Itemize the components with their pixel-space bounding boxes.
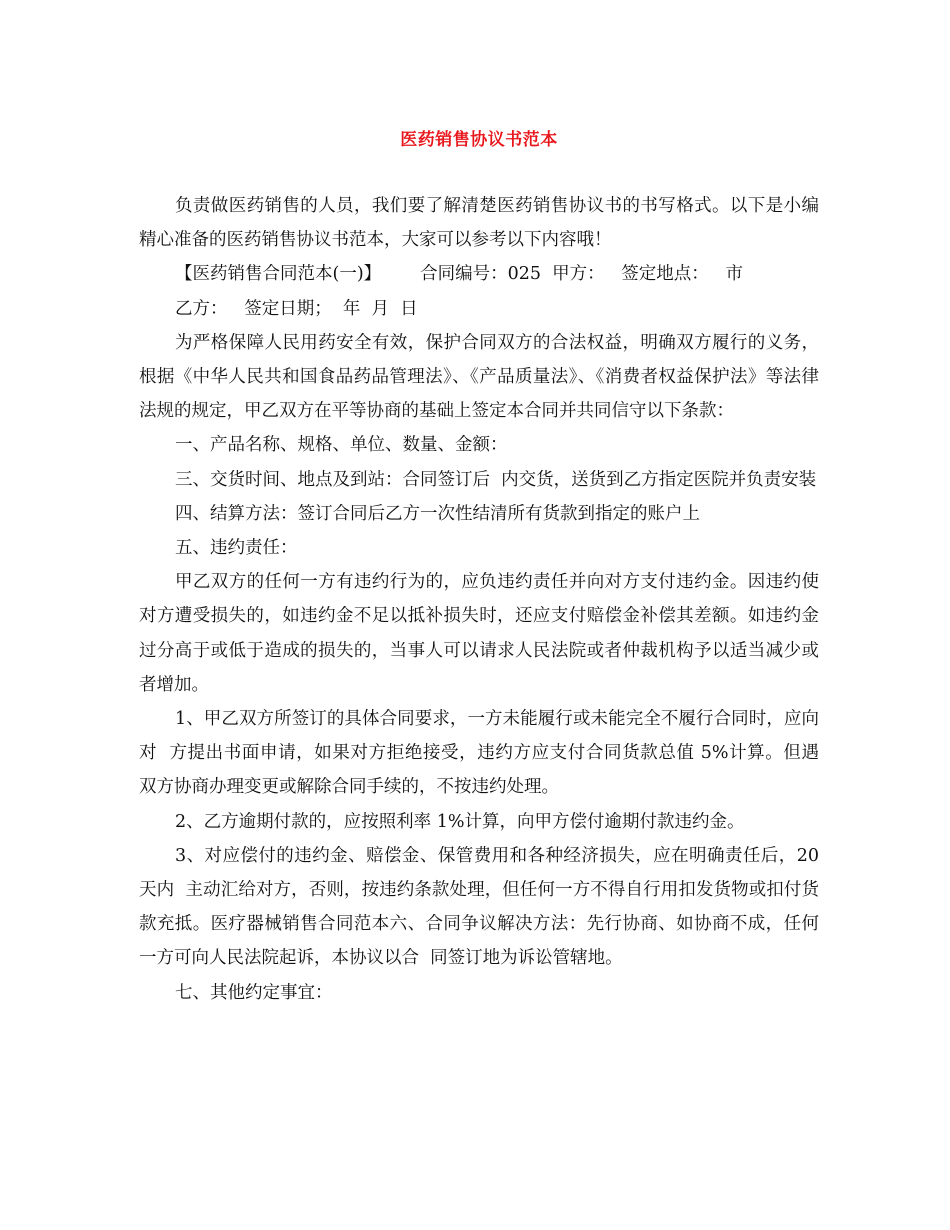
paragraph-item-2: 2、乙方逾期付款的，应按照利率 1%计算，向甲方偿付逾期付款违约金。 xyxy=(175,811,745,832)
paragraph-party-b: 乙方： 签定日期； 年 月 日 xyxy=(175,298,418,319)
paragraph-clause-7: 七、其他约定事宜： xyxy=(175,982,333,1003)
paragraph-item-1: 1、甲乙双方所签订的具体合同要求，一方未能履行或未能完全不履行合同时，应向对 方提出书面申请，如果对方拒绝接受，违约方应支付合同货款总值 5%计算。但遇 双方协商办理变更或解除合同手续的，不按违约处理。 xyxy=(139,709,831,798)
paragraph-item-3: 3、对应偿付的违约金、赔偿金、保管费用和各种经济损失，应在明确责任后，20 天内 主动汇给对方，否则，按违约条款处理，但任何一方不得自行用扣发货物或扣付货 款充抵。医疗器械销售合同范本六、合同争议解决方法：先行协商、如协商不成，任何一方可向人民法院起诉，本协议以合 同签订地为诉讼管辖地。 xyxy=(139,845,831,969)
paragraph-clause-3: 三、交货时间、地点及到站：合同签订后 内交货，送货到乙方指定医院并负责安装 xyxy=(175,469,817,490)
paragraph-clause-5: 五、违约责任： xyxy=(175,538,298,559)
paragraph-liability: 甲乙双方的任何一方有违约行为的，应负违约责任并向对方支付违约金。因违约使对方遭受损失的，如违约金不足以抵补损失时，还应支付赔偿金补偿其差额。如违约金过分高于或低于造成的损失的，当事人可以请求人民法院或者仲裁机构予以适当减少或者增加。 xyxy=(139,572,819,695)
paragraph-clause-1: 一、产品名称、规格、单位、数量、金额： xyxy=(175,435,508,456)
paragraph-preamble: 为严格保障人民用药安全有效，保护合同双方的合法权益，明确双方履行的义务，根据《中华人民共和国食品药品管理法》、《产品质量法》、《消费者权益保护法》等法律法规的规定，甲乙双方在平等协商的基础上签定本合同并共同信守以下条款： xyxy=(139,332,819,422)
document-body xyxy=(139,189,831,1010)
paragraph-clause-4: 四、结算方法：签订合同后乙方一次性结清所有货款到指定的账户上 xyxy=(175,503,700,524)
paragraph-contract-header: 【医药销售合同范本(一)】 合同编号：025 甲方： 签定地点： 市 xyxy=(175,264,743,285)
paragraph-intro: 负责做医药销售的人员，我们要了解清楚医药销售协议书的书写格式。以下是小编精心准备的医药销售协议书范本，大家可以参考以下内容哦！ xyxy=(139,196,819,251)
document-title: 医药销售协议书范本 xyxy=(400,130,558,150)
